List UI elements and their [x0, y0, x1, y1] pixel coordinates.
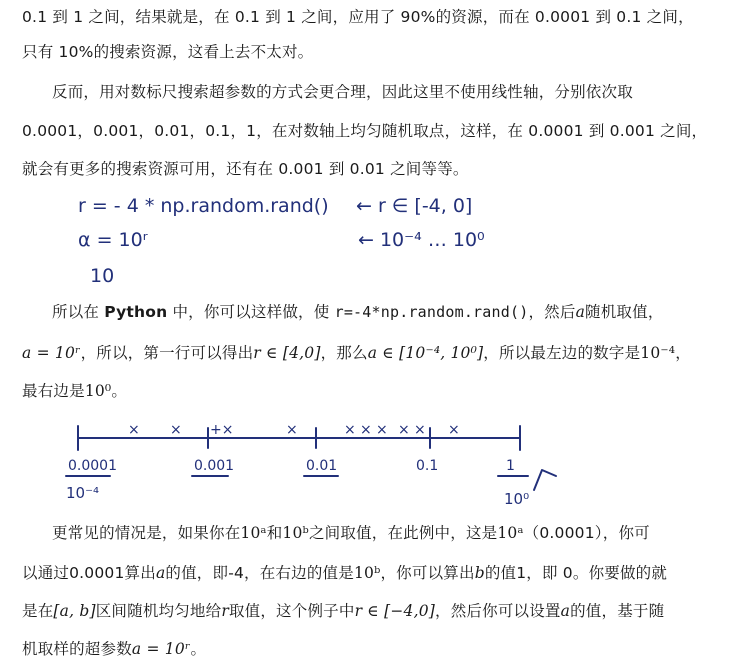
- paragraph-4-line-1: [52, 522, 722, 544]
- text-segment: ，然后: [528, 303, 576, 321]
- math-r-range: r ∈ [−4,0]: [354, 602, 436, 620]
- sample-mark: ×: [128, 422, 140, 438]
- paragraph-4-line-3: [22, 600, 722, 622]
- handwritten-formula-sketch: [72, 186, 572, 290]
- text-segment: 随机取值，: [585, 303, 664, 321]
- paragraph-3-line-1: [52, 301, 722, 323]
- math-r-range: r ∈ [4,0]: [253, 344, 321, 362]
- text-segment: 中，你可以这样做，使: [167, 303, 335, 321]
- paragraph-2-line-1: 反而，用对数标尺搜索超参数的方式会更合理，因此这里不使用线性轴，分别依次取: [52, 83, 633, 101]
- math-var-a: a: [560, 602, 571, 620]
- sketch-line-1-left: r = - 4 * np.random.rand(): [78, 195, 329, 217]
- math-var-a: a: [155, 564, 166, 582]
- paragraph-4-line-2: [22, 562, 722, 584]
- paragraph-2-line-2: 0.0001，0.001，0.01，0.1，1，在对数轴上均匀随机取点，这样，在 0.0001 到 0.001 之间，: [22, 122, 708, 140]
- axis-tick-label: 0.1: [416, 458, 439, 474]
- text-segment: 所以在: [52, 303, 105, 321]
- math-formula: a = 10ʳ: [22, 344, 81, 362]
- math-var-a: a: [575, 303, 586, 321]
- text-segment: 和: [266, 524, 283, 542]
- text-segment: ，所以，第一行可以得出: [80, 344, 254, 362]
- text-segment: 机取样的超参数: [22, 640, 132, 658]
- text-segment: 的值，即-4，在右边的值是: [165, 564, 354, 582]
- sample-mark: ×: [360, 422, 372, 438]
- math-interval: [a, b]: [53, 602, 96, 620]
- text-segment: ，你可以算出: [380, 564, 475, 582]
- math-10a: 10ᵃ: [240, 524, 267, 542]
- text-segment: 。: [190, 640, 207, 658]
- text-segment: ，那么: [320, 344, 368, 362]
- sample-mark: +×: [210, 422, 234, 438]
- text-segment: （0.0001），你可: [523, 524, 650, 542]
- sample-mark: ×: [344, 422, 356, 438]
- sample-mark: ×: [398, 422, 410, 438]
- paragraph-3-line-2: [22, 342, 722, 364]
- text-segment: 以通过0.0001算出: [22, 564, 156, 582]
- axis-tick-label: 0.0001: [68, 458, 117, 474]
- text-segment: 是在: [22, 602, 54, 620]
- axis-tick-label: 0.01: [306, 458, 338, 474]
- text-segment: ，所以最左边的数字是: [483, 344, 641, 362]
- text-segment: 的值1，即 0。你要做的就: [484, 564, 668, 582]
- text-segment: ，: [675, 344, 691, 362]
- arrow-icon: [534, 470, 556, 490]
- bottom-right-label: 10⁰: [504, 490, 530, 508]
- sample-mark: ×: [448, 422, 460, 438]
- bottom-left-label: 10⁻⁴: [66, 484, 100, 502]
- sketch-line-1-right: ← r ∈ [-4, 0]: [356, 195, 473, 217]
- text-segment: 更常见的情况是，如果你在: [52, 524, 241, 542]
- math-10b: 10ᵇ: [353, 564, 381, 582]
- math-10b: 10ᵇ: [282, 524, 309, 542]
- text-segment: 取值，这个例子中: [228, 602, 355, 620]
- text-segment: 之间取值，在此例中，这是: [308, 524, 498, 542]
- sample-mark: ×: [414, 422, 426, 438]
- axis-tick-label: 1: [506, 458, 515, 474]
- math-var-r: r: [221, 602, 229, 620]
- text-segment: ，然后你可以设置: [435, 602, 561, 620]
- sketch-line-2-left: α = 10ʳ: [78, 229, 148, 251]
- text-segment: 的值，基于随: [570, 602, 665, 620]
- sample-mark: ×: [170, 422, 182, 438]
- sketch-line-3: 10: [90, 265, 115, 287]
- sketch-line-2-right: ← 10⁻⁴ … 10⁰: [358, 229, 485, 251]
- sample-mark: ×: [286, 422, 298, 438]
- sample-mark: ×: [376, 422, 388, 438]
- text-segment: 。: [111, 382, 128, 400]
- inline-code: r=-4*np.random.rand(): [334, 303, 529, 321]
- paragraph-4-line-4: [22, 638, 722, 660]
- math-a-range: a ∈ [10⁻⁴, 10⁰]: [367, 344, 484, 362]
- math-formula: a = 10ʳ: [131, 640, 191, 658]
- math-var-b: b: [474, 564, 485, 582]
- paragraph-1-line-2: 只有 10%的搜索资源，这看上去不太对。: [22, 43, 314, 61]
- math-right-value: 10⁰: [84, 382, 112, 400]
- axis-tick-label: 0.001: [194, 458, 235, 474]
- text-segment: 最右边是: [22, 382, 85, 400]
- paragraph-3-line-3: [22, 380, 722, 402]
- paragraph-2-line-3: 就会有更多的搜索资源可用，还有在 0.001 到 0.01 之间等等。: [22, 160, 469, 178]
- text-segment: 区间随机均匀地给: [95, 602, 222, 620]
- log-axis-sketch: [58, 414, 598, 514]
- python-keyword: Python: [104, 303, 168, 321]
- paragraph-1-line-1: 0.1 到 1 之间，结果就是，在 0.1 到 1 之间，应用了 90%的资源，而在 0.0001 到 0.1 之间，: [22, 8, 694, 26]
- math-10a: 10ᵃ: [497, 524, 524, 542]
- math-left-value: 10⁻⁴: [640, 344, 676, 362]
